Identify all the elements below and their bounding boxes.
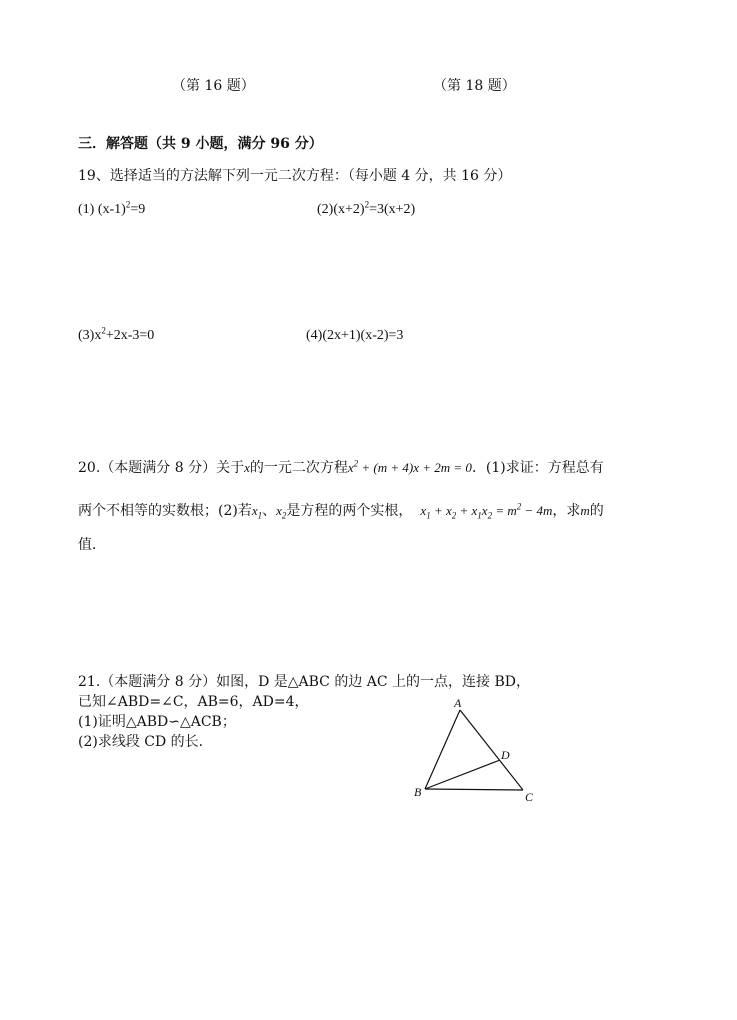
q21-line1: 21.（本题满分 8 分）如图，D 是△ABC 的边 AC 上的一点，连接 BD，	[78, 674, 531, 690]
vertex-label-b: B	[414, 785, 422, 799]
vertex-label-c: C	[525, 790, 534, 804]
q20-variable-m: m	[580, 503, 590, 518]
q20-part1: ．(1)求证：方程总有	[471, 460, 604, 476]
q20-condition: $x_1 + x_2 + x_1x_2 = m^2 - 4m$	[420, 501, 553, 521]
q19-part3-label: (3)	[78, 328, 95, 343]
vertex-label-a: A	[454, 696, 462, 710]
q20-line2: 两个不相等的实数根；(2)若$x_1$、$x_2$是方程的两个实根， $x_1 + x_2 + x_1x_2 = m^2 - 4m$，求m的	[78, 501, 604, 521]
side-bc	[425, 789, 523, 790]
q20-ask-tail: 的	[589, 503, 604, 519]
section-title: 三．解答题（共 9 小题，满分 96 分）	[78, 136, 323, 152]
q20-line1	[78, 459, 604, 477]
vertex-label-d: D	[501, 748, 510, 762]
q20-variable-x: x	[244, 460, 250, 475]
q21-line3: (1)证明△ABD∽△ACB；	[78, 714, 236, 730]
q21-triangle-figure	[405, 695, 555, 810]
q20-root-x1: $x_1$	[251, 503, 263, 521]
q19-part2-equation: $(x+2)^2=3(x+2)$	[333, 199, 416, 217]
q19-part1	[78, 201, 145, 219]
q19-part4-equation: (2x+1)(x-2)=3	[322, 328, 404, 343]
q19-part2-label: (2)	[317, 202, 334, 217]
q20-ask: ，求	[552, 503, 581, 519]
q21-line4: (2)求线段 CD 的长．	[78, 734, 213, 750]
side-ac	[460, 710, 523, 790]
q19-part3-equation: $x^2+2x-3=0$	[94, 325, 155, 343]
q21-line2: 已知∠ABD=∠C，AB=6，AD=4，	[78, 694, 309, 710]
q20-line3: 值．	[78, 537, 106, 553]
q19-part2	[317, 201, 415, 219]
q19-part4-label: (4)	[306, 328, 323, 343]
q20-equation-label: 的一元二次方程	[249, 460, 348, 476]
q20-part2-intro: 两个不相等的实数根；(2)若	[78, 503, 252, 519]
q20-part2-text: 是方程的两个实根，	[286, 503, 413, 519]
q19-part4	[306, 327, 403, 345]
q19-part1-equation: $(x-1)^2=9$	[97, 199, 146, 217]
q20-intro: 20.（本题满分 8 分）关于	[78, 460, 245, 476]
figure-18-caption: （第 18 题）	[433, 78, 516, 94]
q20-equation: $x^2 + (m + 4)x + 2m = 0$	[347, 458, 472, 475]
q19-part1-label: (1)	[78, 202, 95, 217]
q19-part3	[78, 327, 154, 345]
q20-root-x2: $x_2$	[276, 503, 287, 521]
figure-16-caption: （第 16 题）	[172, 78, 255, 94]
q19-stem: 19、选择适当的方法解下列一元二次方程：（每小题 4 分，共 16 分）	[78, 168, 512, 184]
